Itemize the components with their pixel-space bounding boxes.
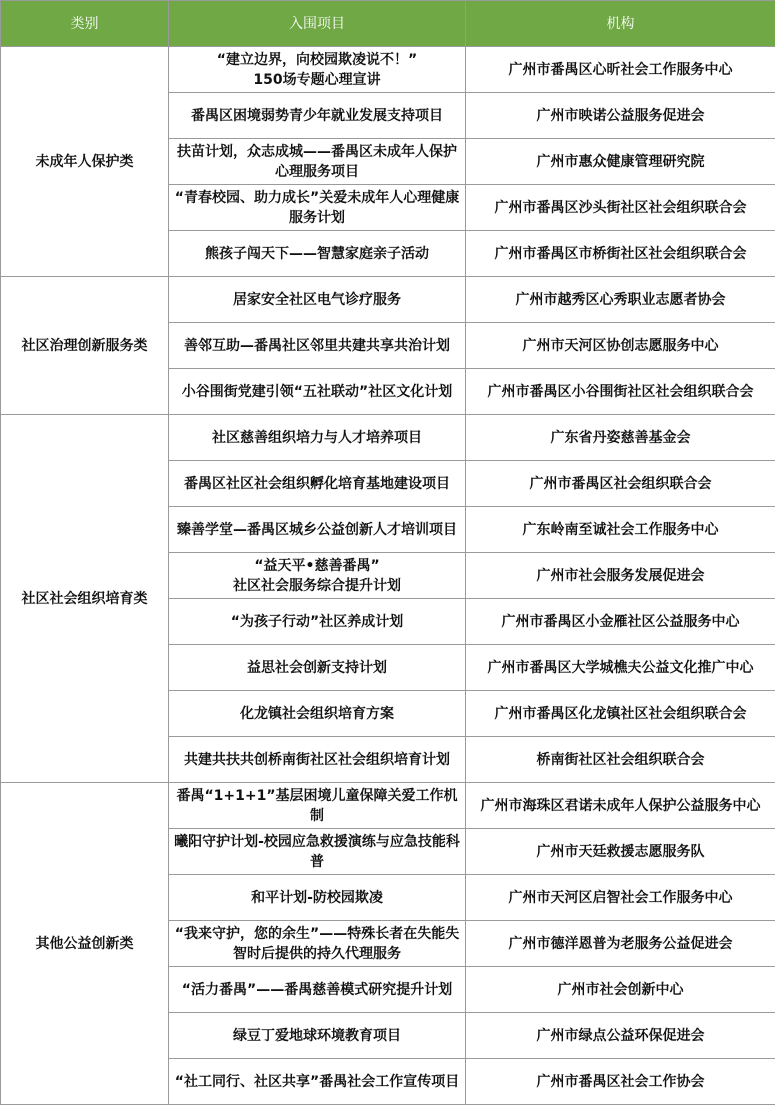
- project-cell: “我来守护，您的余生”——特殊长者在失能失智时后提供的持久代理服务: [169, 921, 466, 967]
- project-cell: 和平计划-防校园欺凌: [169, 875, 466, 921]
- org-cell: 广州市绿点公益环保促进会: [466, 1013, 775, 1059]
- project-cell: 熊孩子闯天下——智慧家庭亲子活动: [169, 231, 466, 277]
- project-cell: “社工同行、社区共享”番禺社会工作宣传项目: [169, 1059, 466, 1105]
- project-cell: 社区慈善组织培力与人才培养项目: [169, 415, 466, 461]
- org-cell: 广州市惠众健康管理研究院: [466, 139, 775, 185]
- org-cell: 广州市社会服务发展促进会: [466, 553, 775, 599]
- header-category: 类别: [1, 1, 169, 47]
- project-cell: “建立边界，向校园欺凌说不！” 150场专题心理宣讲: [169, 47, 466, 93]
- org-cell: 广州市番禺区小谷围街社区社会组织联合会: [466, 369, 775, 415]
- table-row: [1, 277, 775, 323]
- org-cell: 广州市天河区协创志愿服务中心: [466, 323, 775, 369]
- project-cell: 善邻互助—番禺社区邻里共建共享共治计划: [169, 323, 466, 369]
- org-cell: 广州市番禺区市桥街社区社会组织联合会: [466, 231, 775, 277]
- org-cell: 广州市德洋恩普为老服务公益促进会: [466, 921, 775, 967]
- project-cell: 小谷围街党建引领“五社联动”社区文化计划: [169, 369, 466, 415]
- org-cell: 广东省丹姿慈善基金会: [466, 415, 775, 461]
- org-cell: 广州市海珠区君诺未成年人保护公益服务中心: [466, 783, 775, 829]
- project-cell: 扶苗计划，众志成城——番禺区未成年人保护心理服务项目: [169, 139, 466, 185]
- project-cell: 番禺区困境弱势青少年就业发展支持项目: [169, 93, 466, 139]
- org-cell: 广州市天廷救援志愿服务队: [466, 829, 775, 875]
- category-cell: 未成年人保护类: [1, 47, 169, 277]
- category-cell: 社区社会组织培育类: [1, 415, 169, 783]
- project-cell: 绿豆丁爱地球环境教育项目: [169, 1013, 466, 1059]
- org-cell: 广州市越秀区心秀职业志愿者协会: [466, 277, 775, 323]
- header-org: 机构: [466, 1, 775, 47]
- org-cell: 广东岭南至诚社会工作服务中心: [466, 507, 775, 553]
- project-cell: 益思社会创新支持计划: [169, 645, 466, 691]
- org-cell: 广州市番禺区社会工作协会: [466, 1059, 775, 1105]
- project-cell: “为孩子行动”社区养成计划: [169, 599, 466, 645]
- project-cell: 番禺区社区社会组织孵化培育基地建设项目: [169, 461, 466, 507]
- project-cell: 共建共扶共创桥南街社区社会组织培育计划: [169, 737, 466, 783]
- org-cell: 广州市社会创新中心: [466, 967, 775, 1013]
- project-cell: “活力番禺”——番禺慈善模式研究提升计划: [169, 967, 466, 1013]
- project-cell: 番禺“1+1+1”基层困境儿童保障关爱工作机制: [169, 783, 466, 829]
- project-cell: 居家安全社区电气诊疗服务: [169, 277, 466, 323]
- org-cell: 桥南街社区社会组织联合会: [466, 737, 775, 783]
- org-cell: 广州市番禺区沙头街社区社会组织联合会: [466, 185, 775, 231]
- project-cell: 化龙镇社会组织培育方案: [169, 691, 466, 737]
- org-cell: 广州市天河区启智社会工作服务中心: [466, 875, 775, 921]
- table-header-row: [1, 1, 775, 47]
- org-cell: 广州市番禺区社会组织联合会: [466, 461, 775, 507]
- table-row: [1, 47, 775, 93]
- project-cell: 臻善学堂—番禺区城乡公益创新人才培训项目: [169, 507, 466, 553]
- table-body: [1, 47, 775, 1105]
- category-cell: 社区治理创新服务类: [1, 277, 169, 415]
- table-row: [1, 783, 775, 829]
- project-cell: “青春校园、助力成长”关爱未成年人心理健康服务计划: [169, 185, 466, 231]
- project-cell: “益天平•慈善番禺” 社区社会服务综合提升计划: [169, 553, 466, 599]
- org-cell: 广州市番禺区小金雁社区公益服务中心: [466, 599, 775, 645]
- org-cell: 广州市番禺区心昕社会工作服务中心: [466, 47, 775, 93]
- table-row: [1, 415, 775, 461]
- org-cell: 广州市番禺区大学城樵夫公益文化推广中心: [466, 645, 775, 691]
- category-cell: 其他公益创新类: [1, 783, 169, 1105]
- project-cell: 曦阳守护计划-校园应急救援演练与应急技能科普: [169, 829, 466, 875]
- org-cell: 广州市番禺区化龙镇社区社会组织联合会: [466, 691, 775, 737]
- org-cell: 广州市映诺公益服务促进会: [466, 93, 775, 139]
- header-project: 入围项目: [169, 1, 466, 47]
